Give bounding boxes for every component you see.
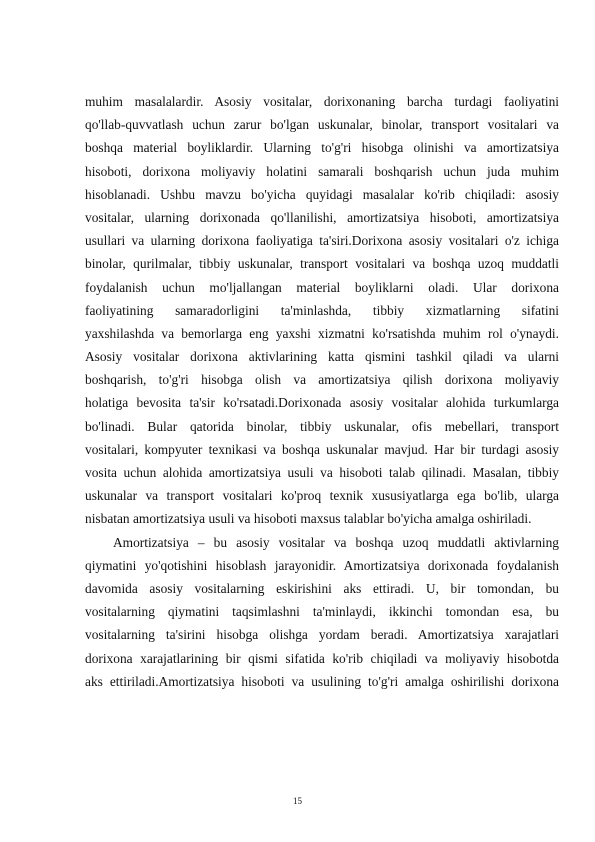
text-line: Asosiy vositalar dorixona aktivlarining katta qismini tashkil qiladi va ularni [85, 349, 559, 365]
text-line: qiymatini yo'qotishini hisoblash jarayonidir. Amortizatsiya dorixonada foydalanish [85, 557, 559, 573]
text-line: vosita uchun alohida amortizatsiya usuli va hisoboti talab qilinadi. Masalan, tibbiy [85, 465, 559, 480]
text-line: vositalar, ularning dorixonada qo'llanilishi, amortizatsiya hisoboti, amortizatsiya [85, 209, 559, 225]
text-line: vositalarning qiymatini taqsimlashni ta'minlaydi, ikkinchi tomondan esa, bu [85, 604, 559, 620]
text-line: muhim masalalardir. Asosiy vositalar, dorixonaning barcha turdagi faoliyatini [85, 94, 559, 109]
text-line: yaxshilashda va bemorlarga eng yaxshi xizmatni ko'rsatishda muhim rol o'ynaydi. [85, 325, 559, 341]
text-line: hisoboti, dorixona moliyaviy holatini samarali boshqarish uchun juda muhim [85, 163, 559, 179]
text-line: boshqa material boyliklardir. Ularning to'g'ri hisobga olinishi va amortizatsiya [85, 140, 559, 156]
text-line: qo'llab-quvvatlash uchun zarur bo'lgan uskunalar, binolar, transport vositalari va [85, 117, 559, 133]
text-line: faoliyatining samaradorligini ta'minlashda, tibbiy xizmatlarning sifatini [85, 302, 559, 318]
text-line: holatiga bevosita ta'sir ko'rsatadi.Dorixonada asosiy vositalar alohida turkumlarga [85, 395, 559, 411]
text-line: uskunalar va transport vositalari ko'proq texnik xususiyatlarga ega bo'lib, ularga [85, 488, 559, 504]
text-line: aks ettiriladi.Amortizatsiya hisoboti va usulining to'g'ri amalga oshirilishi dorixona [85, 673, 559, 689]
text-line: Amortizatsiya – bu asosiy vositalar va boshqa uzoq muddatli aktivlarning [113, 534, 559, 550]
text-line: hisoblanadi. Ushbu mavzu bo'yicha quyidagi masalalar ko'rib chiqiladi: asosiy [85, 186, 559, 202]
text-line: foydalanish uchun mo'ljallangan material boyliklarni oladi. Ular dorixona [85, 279, 559, 295]
text-line: dorixona xarajatlarining bir qismi sifatida ko'rib chiqiladi va moliyaviy hisobotda [85, 650, 559, 666]
text-line: bo'linadi. Bular qatorida binolar, tibbiy uskunalar, ofis mebellari, transport [85, 418, 559, 434]
body-text [85, 90, 559, 693]
text-line: vositalari, kompyuter texnikasi va boshqa uskunalar mavjud. Har bir turdagi asosiy [85, 441, 559, 457]
text-line: davomida asosiy vositalarning eskirishini aks ettiradi. U, bir tomondan, bu [85, 580, 559, 596]
page-number: 15 [293, 796, 302, 806]
text-line: boshqarish, to'g'ri hisobga olish va amortizatsiya qilish dorixona moliyaviy [85, 372, 559, 388]
text-line: vositalarning ta'sirini hisobga olishga yordam beradi. Amortizatsiya xarajatlari [85, 627, 559, 643]
text-line: usullari va ularning dorixona faoliyatiga ta'siri.Dorixona asosiy vositalari o'z ichiga [85, 233, 559, 249]
text-line: nisbatan amortizatsiya usuli va hisoboti maxsus talablar bo'yicha amalga oshiriladi. [85, 511, 532, 527]
text-line: binolar, qurilmalar, tibbiy uskunalar, transport vositalari va boshqa uzoq muddatli [85, 256, 559, 272]
